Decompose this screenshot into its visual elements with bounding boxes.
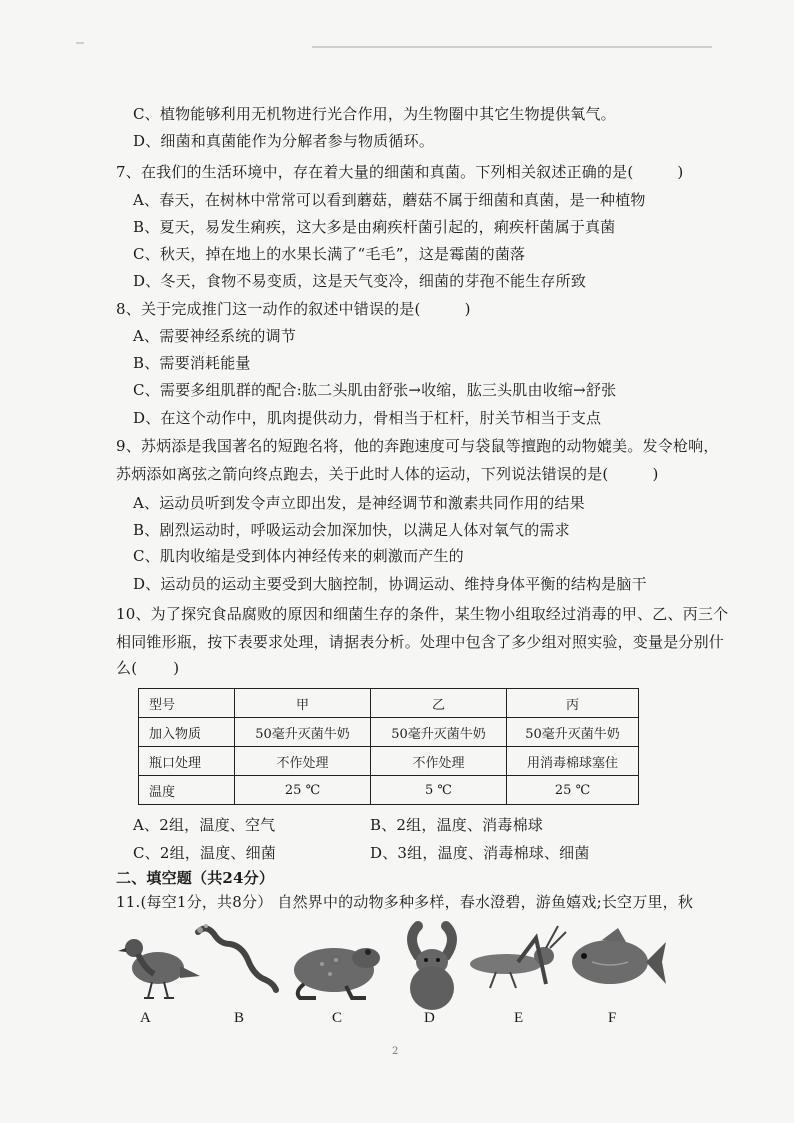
q6-option-d: D、细菌和真菌能作为分解者参与物质循环。: [133, 132, 435, 150]
q8-option-b: B、需要消耗能量: [133, 354, 251, 372]
q8-option-d: D、在这个动作中，肌肉提供动力，骨相当于杠杆，肘关节相当于支点: [133, 409, 602, 427]
q10-option-d: D、3组，温度、消毒棉球、细菌: [370, 844, 590, 862]
q7-close-paren: ): [677, 163, 684, 181]
q9-option-a: A、运动员听到发令声立即出发，是神经调节和激素共同作用的结果: [133, 494, 585, 512]
q8-stem: [116, 299, 471, 319]
scan-artifact-mark: [76, 42, 84, 44]
table-row: [139, 776, 639, 805]
q7-option-a: A、春天，在树林中常常可以看到蘑菇，蘑菇不属于细菌和真菌，是一种植物: [133, 191, 646, 209]
table-header-cell: 型号: [139, 689, 235, 718]
q9-option-c: C、肌肉收缩是受到体内神经传来的刺激而产生的: [133, 547, 464, 565]
q10-option-c: C、2组，温度、细菌: [133, 844, 277, 862]
q10-stem-line2: 相同锥形瓶，按下表要求处理，请据表分析。处理中包含了多少组对照实验，变量是分别什: [116, 633, 725, 651]
table-row: [139, 718, 639, 747]
q7-option-c: C、秋天，掉在地上的水果长满了“毛毛”，这是霉菌的菌落: [133, 245, 526, 263]
table-cell: 50毫升灭菌牛奶: [507, 718, 639, 747]
q9-option-b: B、剧烈运动时，呼吸运动会加深加快，以满足人体对氧气的需求: [133, 521, 570, 539]
animal-label-e: E: [514, 1010, 524, 1026]
table-cell: 25 ℃: [235, 776, 371, 805]
animal-picture-row: [100, 918, 700, 1028]
q7-option-b: B、夏天，易发生痢疾，这大多是由痢疾杆菌引起的，痢疾杆菌属于真菌: [133, 218, 616, 236]
q9-stem-line1: 9、苏炳添是我国著名的短跑名将，他的奔跑速度可与袋鼠等擅跑的动物媲美。发令枪响，: [116, 437, 719, 455]
table-cell: 不作处理: [371, 747, 507, 776]
table-cell: 25 ℃: [507, 776, 639, 805]
q8-option-a: A、需要神经系统的调节: [133, 327, 297, 345]
table-header-row: [139, 689, 639, 718]
q10-close-paren: ): [173, 659, 180, 677]
rabbit-icon: [392, 918, 472, 1018]
q10-option-a: A、2组，温度、空气: [133, 816, 276, 834]
table-cell: 不作处理: [235, 747, 371, 776]
table-cell: 温度: [139, 776, 235, 805]
q8-close-paren: ): [464, 300, 471, 318]
q7-option-d: D、冬天，食物不易变质，这是天气变冷，细菌的芽孢不能生存所致: [133, 272, 587, 290]
q10-stem-text: 么(: [116, 659, 138, 677]
experiment-table: [138, 688, 639, 805]
table-cell: 5 ℃: [371, 776, 507, 805]
grasshopper-icon: [466, 918, 576, 1008]
toad-icon: [286, 918, 386, 1008]
q10-stem-line1: 10、为了探究食品腐败的原因和细菌生存的条件，某生物小组取经过消毒的甲、乙、丙三个: [116, 605, 729, 623]
table-cell: 加入物质: [139, 718, 235, 747]
table-cell: 50毫升灭菌牛奶: [371, 718, 507, 747]
table-cell: 用消毒棉球塞住: [507, 747, 639, 776]
table-cell: 瓶口处理: [139, 747, 235, 776]
table-header-cell: 丙: [507, 689, 639, 718]
q8-stem-text: 8、关于完成推门这一动作的叙述中错误的是(: [116, 300, 421, 318]
animal-label-d: D: [424, 1010, 435, 1026]
q10-stem-line3: [116, 658, 179, 678]
q9-stem-line2: [116, 464, 659, 484]
animal-label-b: B: [234, 1010, 245, 1026]
page-number: 2: [392, 1046, 399, 1057]
table-header-cell: 乙: [371, 689, 507, 718]
q6-option-c: C、植物能够利用无机物进行光合作用，为生物圈中其它生物提供氧气。: [133, 105, 616, 123]
q9-close-paren: ): [652, 465, 659, 483]
q8-option-c: C、需要多组肌群的配合:肱二头肌由舒张→收缩，肱三头肌由收缩→舒张: [133, 381, 617, 399]
table-header-cell: 甲: [235, 689, 371, 718]
animal-label-f: F: [608, 1010, 617, 1026]
table-row: [139, 747, 639, 776]
animal-label-c: C: [332, 1010, 343, 1026]
q7-stem: [116, 162, 683, 182]
fish-icon: [562, 918, 672, 1008]
earthworm-icon: [192, 918, 282, 1008]
pigeon-icon: [114, 918, 204, 1008]
animal-label-a: A: [140, 1010, 151, 1026]
q9-option-d: D、运动员的运动主要受到大脑控制，协调运动、维持身体平衡的结构是脑干: [133, 575, 647, 593]
q10-option-b: B、2组，温度、消毒棉球: [370, 816, 543, 834]
table-cell: 50毫升灭菌牛奶: [235, 718, 371, 747]
section-title: 二、填空题（共24分）: [116, 869, 275, 887]
q11-stem-line1: 11.(每空1分，共8分） 自然界中的动物多种多样，春水澄碧，游鱼嬉戏;长空万里，秋: [116, 893, 694, 911]
q9-stem-text: 苏炳添如离弦之箭向终点跑去，关于此时人体的运动，下列说法错误的是(: [116, 465, 609, 483]
q7-stem-text: 7、在我们的生活环境中，存在着大量的细菌和真菌。下列相关叙述正确的是(: [116, 163, 634, 181]
scan-artifact-line: [312, 46, 712, 48]
